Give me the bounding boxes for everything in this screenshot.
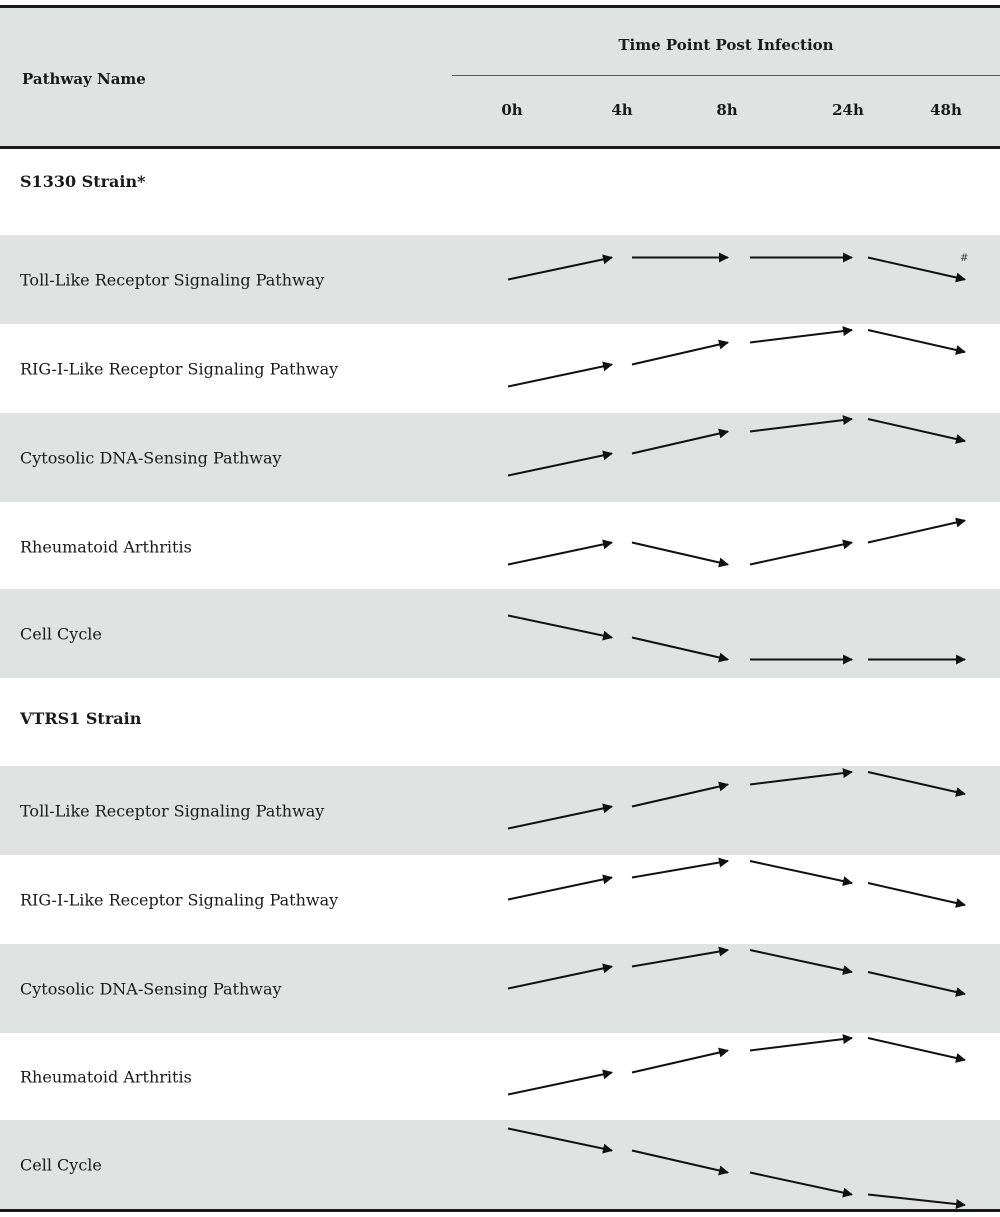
row-label: Cell Cycle [20, 1155, 102, 1174]
trend-arrow-down [868, 1038, 965, 1060]
pathway-name-header: Pathway Name [22, 70, 146, 88]
row-label: RIG-I-Like Receptor Signaling Pathway [20, 890, 339, 909]
trend-arrow-down [632, 543, 728, 565]
trend-arrow-up [508, 258, 612, 280]
trend-arrow-up [750, 772, 852, 785]
trend-arrow-down [750, 1173, 852, 1195]
trend-arrow-down [868, 972, 965, 994]
trend-arrow-up [750, 1038, 852, 1051]
trend-arrow-down [868, 419, 965, 441]
time-point-spanner: Time Point Post Infection [618, 36, 834, 54]
trend-arrow-up [508, 967, 612, 989]
trend-arrow-up [632, 785, 728, 807]
trend-arrow-up [750, 419, 852, 432]
trend-arrow-up [632, 861, 728, 878]
row-label: Rheumatoid Arthritis [20, 537, 192, 556]
trend-arrow-up [632, 950, 728, 967]
trend-arrow-up [868, 521, 965, 543]
trend-arrow-down [868, 772, 965, 794]
trend-arrow-up [508, 878, 612, 900]
group-title-vtrs1: VTRS1 Strain [20, 709, 142, 728]
row-label: RIG-I-Like Receptor Signaling Pathway [20, 359, 339, 378]
trend-arrow-up [508, 365, 612, 387]
trend-arrow-up [632, 343, 728, 365]
col-0h: 0h [501, 101, 523, 119]
trend-arrow-down [750, 861, 852, 883]
row-label: Cell Cycle [20, 624, 102, 643]
trend-arrow-up [632, 1051, 728, 1073]
row-label: Rheumatoid Arthritis [20, 1067, 192, 1086]
row-label: Toll-Like Receptor Signaling Pathway [20, 801, 325, 820]
trend-arrow-down [632, 638, 728, 660]
row-label: Toll-Like Receptor Signaling Pathway [20, 270, 325, 289]
row-label: Cytosolic DNA-Sensing Pathway [20, 448, 282, 467]
trend-arrow-down [868, 883, 965, 905]
bottom-rule [0, 1209, 1000, 1212]
group-title-s1330: S1330 Strain* [20, 172, 146, 191]
trend-arrow-up [750, 330, 852, 343]
col-4h: 4h [611, 101, 633, 119]
trend-arrow-down [868, 330, 965, 352]
footnote-marker: # [960, 253, 969, 264]
trend-arrow-up [508, 454, 612, 476]
trend-arrow-down [868, 1195, 965, 1206]
trend-arrow-up [508, 543, 612, 565]
trend-arrow-up [750, 543, 852, 565]
trend-arrow-down [632, 1151, 728, 1173]
row-label: Cytosolic DNA-Sensing Pathway [20, 979, 282, 998]
trend-arrow-down [750, 950, 852, 972]
trend-arrow-up [508, 807, 612, 829]
col-48h: 48h [930, 101, 962, 119]
col-8h: 8h [716, 101, 738, 119]
trend-arrow-up [632, 432, 728, 454]
col-24h: 24h [832, 101, 864, 119]
trend-arrow-up [508, 1073, 612, 1095]
trend-arrow-down [508, 1129, 612, 1151]
trend-arrow-down [868, 258, 965, 280]
trend-arrow-down [508, 616, 612, 638]
